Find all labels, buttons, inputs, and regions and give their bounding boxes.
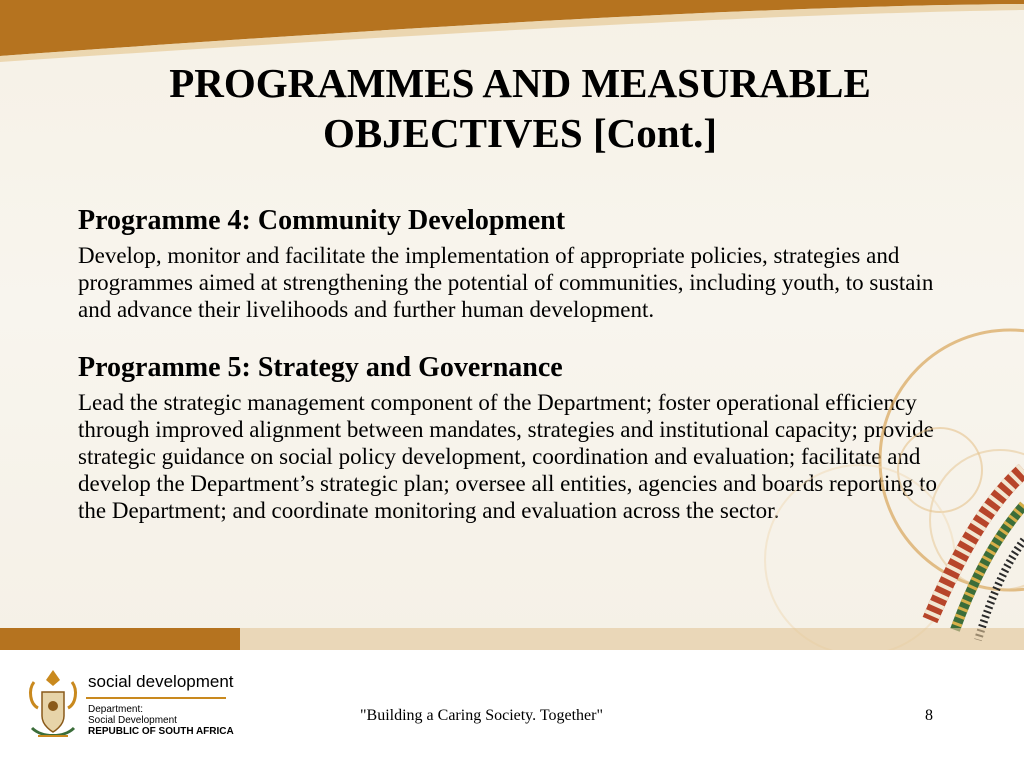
footer-tagline: "Building a Caring Society. Together" bbox=[360, 707, 604, 724]
programme-5-description: Lead the strategic management component of the Department; foster operational efficiency through improved alignment between mandates, strategies and institutional capacity; provide strategic guidance on social policy development, coordination and evaluation; facilitate and develop the Department’s strategic plan; oversee all entities, agencies and boards reporting to the Department; and coordinate monitoring and evaluation across the sector. bbox=[78, 390, 938, 523]
programmes-content bbox=[78, 204, 958, 524]
programme-4-block bbox=[78, 204, 958, 323]
slide-title: PROGRAMMES AND MEASURABLE OBJECTIVES [Cont.] bbox=[169, 60, 871, 156]
top-decorative-band bbox=[0, 0, 1024, 62]
org-divider bbox=[86, 697, 226, 699]
department-lines bbox=[88, 704, 234, 737]
department-line-1: Department: bbox=[88, 704, 144, 715]
programme-5-heading: Programme 5: Strategy and Governance bbox=[78, 352, 563, 383]
programme-4-description: Develop, monitor and facilitate the implementation of appropriate policies, strategies and programmes aimed at strengthening the potential of communities, including youth, to sustain and advance their livelihoods and further human development. bbox=[78, 243, 934, 322]
org-name: social development bbox=[88, 672, 234, 691]
department-line-3: REPUBLIC OF SOUTH AFRICA bbox=[88, 726, 234, 737]
programme-5-block bbox=[78, 351, 958, 524]
programme-4-heading: Programme 4: Community Development bbox=[78, 205, 566, 236]
coat-of-arms-icon bbox=[24, 668, 82, 744]
bottom-decorative-band bbox=[0, 628, 1024, 650]
page-number: 8 bbox=[925, 707, 933, 724]
department-line-2: Social Development bbox=[88, 715, 177, 726]
